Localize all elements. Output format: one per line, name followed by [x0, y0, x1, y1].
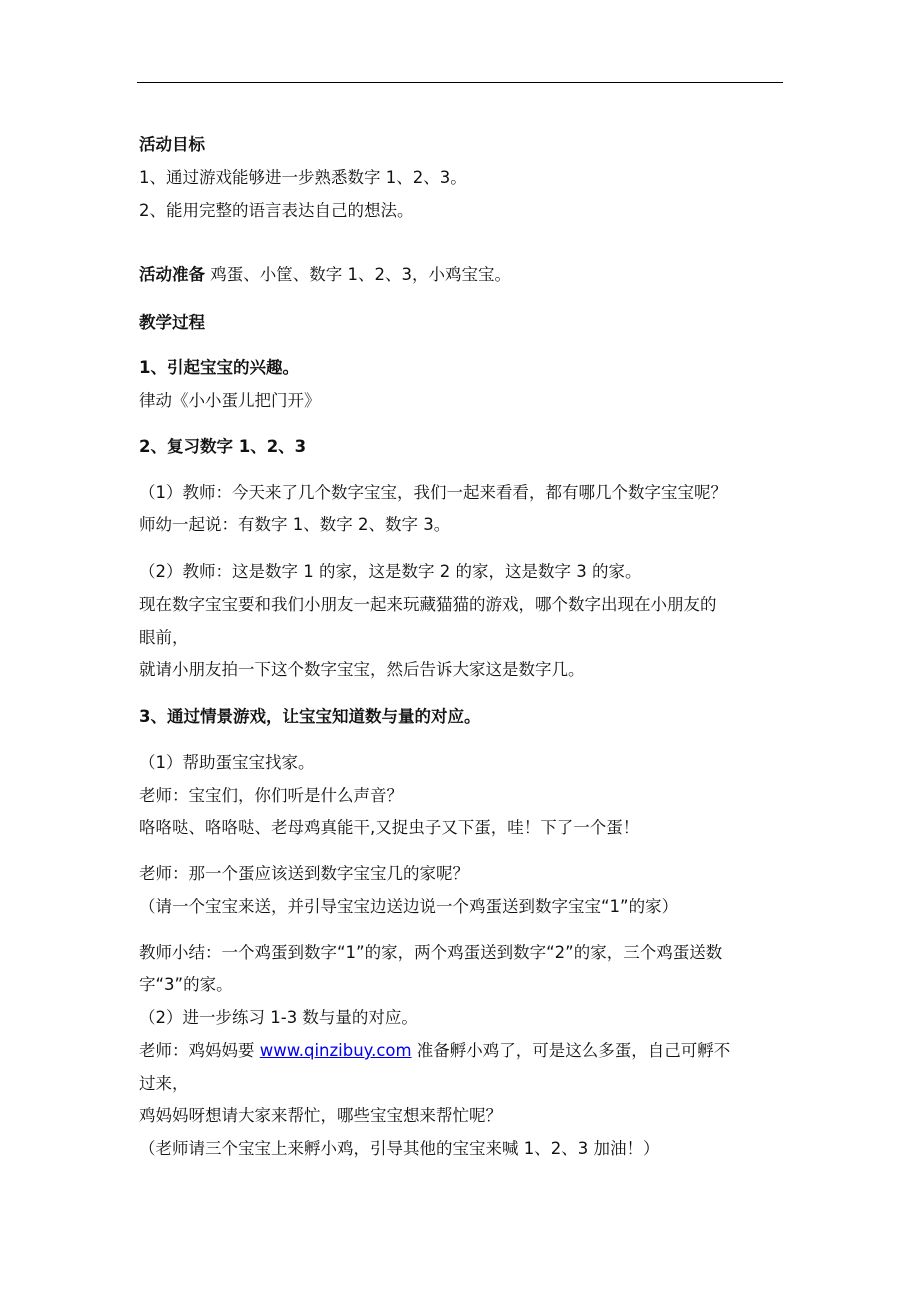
step3-line-9: 过来，: [139, 1074, 189, 1093]
step3-line-4: 老师：那一个蛋应该送到数字宝宝几的家呢？: [139, 864, 469, 883]
step3-link-line: [139, 1040, 730, 1062]
step2-line-6: 就请小朋友拍一下这个数字宝宝，然后告诉大家这是数字几。: [139, 660, 585, 679]
step2-title: 2、复习数字 1、2、3: [139, 437, 307, 456]
step3-line-7: 字“3”的家。: [139, 975, 233, 994]
step3-line-11: （老师请三个宝宝上来孵小鸡，引导其他的宝宝来喊 1、2、3 加油！）: [139, 1139, 660, 1158]
prep-line: [139, 264, 511, 286]
prep-heading: 活动准备: [139, 265, 205, 284]
goals-heading: 活动目标: [139, 135, 205, 154]
step2-line-5: 眼前，: [139, 628, 189, 647]
site-link[interactable]: www.qinzibuy.com: [259, 1041, 412, 1060]
step3-line-8: （2）进一步练习 1-3 数与量的对应。: [139, 1008, 418, 1027]
step1-line-1: 律动《小小蛋儿把门开》: [139, 391, 321, 410]
goal-item-1: 1、通过游戏能够进一步熟悉数字 1、2、3。: [139, 168, 467, 187]
step2-line-4: 现在数字宝宝要和我们小朋友一起来玩藏猫猫的游戏，哪个数字出现在小朋友的: [139, 595, 717, 614]
step3-line-2: 老师：宝宝们，你们听是什么声音？: [139, 786, 403, 805]
step3-line-10: 鸡妈妈呀想请大家来帮忙，哪些宝宝想来帮忙呢？: [139, 1106, 502, 1125]
step2-line-1: （1）教师：今天来了几个数字宝宝，我们一起来看看，都有哪几个数字宝宝呢？: [139, 483, 727, 502]
step3-line-6: 教师小结：一个鸡蛋到数字“1”的家，两个鸡蛋送到数字“2”的家，三个鸡蛋送数: [139, 943, 723, 962]
goal-item-2: 2、能用完整的语言表达自己的想法。: [139, 201, 414, 220]
process-heading: 教学过程: [139, 313, 205, 332]
step2-line-2: 师幼一起说：有数字 1、数字 2、数字 3。: [139, 515, 451, 534]
step3-line-1: （1）帮助蛋宝宝找家。: [139, 753, 315, 772]
prep-text: 鸡蛋、小筐、数字 1、2、3，小鸡宝宝。: [205, 265, 511, 284]
step3-line-5: （请一个宝宝来送，并引导宝宝边送边说一个鸡蛋送到数字宝宝“1”的家）: [139, 897, 679, 916]
step1-title: 1、引起宝宝的兴趣。: [139, 358, 299, 377]
link-line-before: 老师：鸡妈妈要: [139, 1041, 260, 1060]
step3-title: 3、通过情景游戏，让宝宝知道数与量的对应。: [139, 707, 481, 726]
step3-line-3: 咯咯哒、咯咯哒、老母鸡真能干,又捉虫子又下蛋，哇！下了一个蛋！: [139, 818, 640, 837]
header-rule: [137, 82, 783, 83]
step2-line-3: （2）教师：这是数字 1 的家，这是数字 2 的家，这是数字 3 的家。: [139, 562, 642, 581]
link-line-after: 准备孵小鸡了，可是这么多蛋，自己可孵不: [411, 1041, 731, 1060]
